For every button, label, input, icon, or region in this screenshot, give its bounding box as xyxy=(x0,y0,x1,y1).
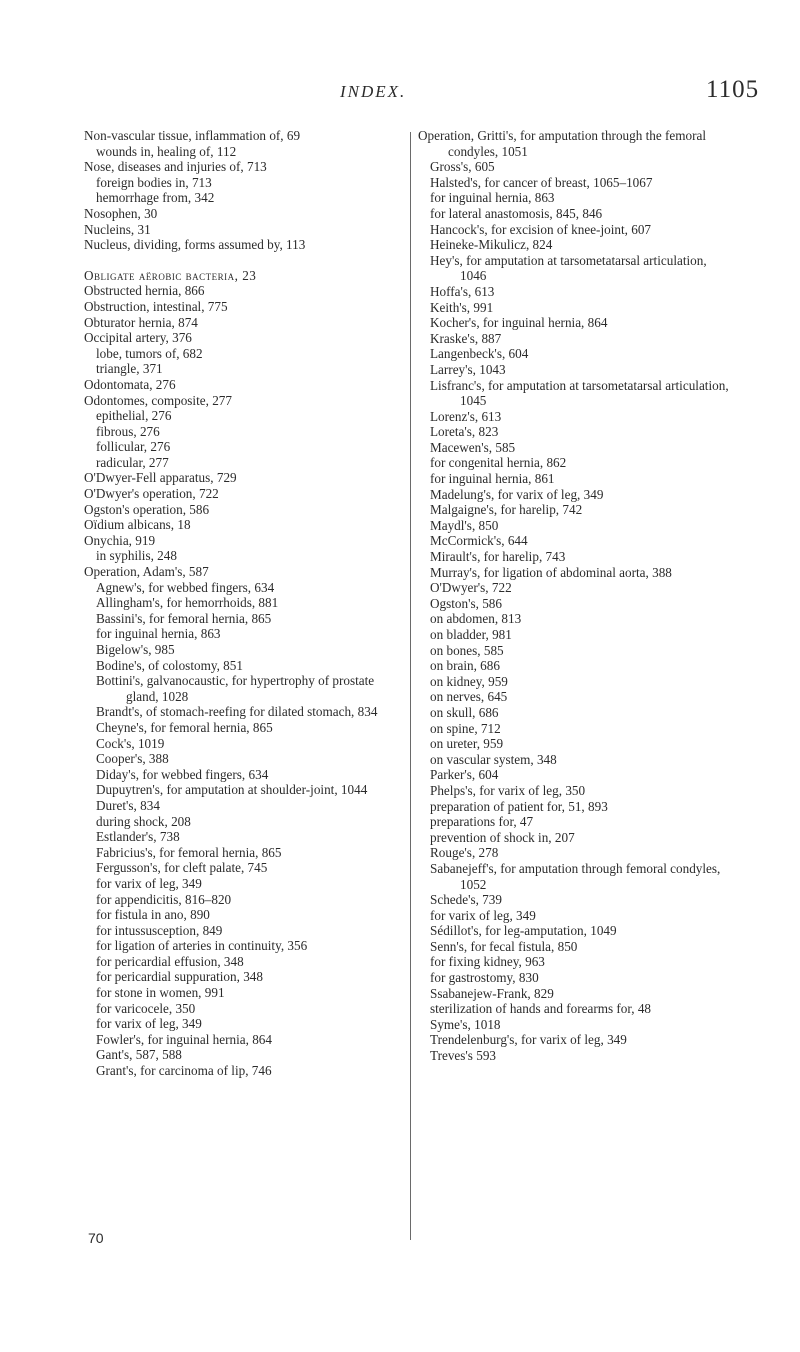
index-entry: Occipital artery, 376 xyxy=(84,330,192,346)
index-subentry: Cheyne's, for femoral hernia, 865 xyxy=(96,719,273,735)
index-subentry: Sabanejeff's, for amputation through femoral condyles, 1052 xyxy=(430,860,721,892)
index-subentry: Brandt's, of stomach-reefing for dilated stomach, 834 xyxy=(96,704,378,720)
index-subentry: Fergusson's, for cleft palate, 745 xyxy=(96,860,268,876)
index-entry: Obstructed hernia, 866 xyxy=(84,283,205,299)
index-subentry: on vascular system, 348 xyxy=(430,751,557,767)
index-subentry: Madelung's, for varix of leg, 349 xyxy=(430,486,604,502)
index-subentry: Lisfranc's, for amputation at tarsometatarsal articulation, 1045 xyxy=(430,377,729,409)
index-subentry: for stone in women, 991 xyxy=(96,985,225,1001)
index-subentry: during shock, 208 xyxy=(96,813,191,829)
index-subentry: preparation of patient for, 51, 893 xyxy=(430,798,608,814)
section-gap xyxy=(84,253,404,268)
index-subentry: for varix of leg, 349 xyxy=(96,875,202,891)
index-subentry: Maydl's, 850 xyxy=(430,517,499,533)
index-subentry: Bigelow's, 985 xyxy=(96,642,175,657)
index-subentry: for lateral anastomosis, 845, 846 xyxy=(430,205,603,221)
index-subentry: Grant's, for carcinoma of lip, 746 xyxy=(96,1063,272,1079)
index-entry: Ogston's operation, 586 xyxy=(84,501,210,517)
index-subentry: Mirault's, for harelip, 743 xyxy=(430,549,566,565)
index-subentry: on bones, 585 xyxy=(430,642,504,658)
index-subentry: foreign bodies in, 713 xyxy=(96,174,212,190)
index-entry: Odontomata, 276 xyxy=(84,376,176,392)
index-subentry: Lorenz's, 613 xyxy=(430,408,502,424)
index-subentry: for varicocele, 350 xyxy=(96,1000,196,1016)
index-subentry: for fixing kidney, 963 xyxy=(430,954,545,970)
index-subentry: Fabricius's, for femoral hernia, 865 xyxy=(96,844,282,860)
index-entry: Nucleins, 31 xyxy=(84,221,151,237)
index-subentry: O'Dwyer's, 722 xyxy=(430,580,512,596)
index-subentry: Langenbeck's, 604 xyxy=(430,346,529,362)
index-subentry: Hancock's, for excision of knee-joint, 607 xyxy=(430,221,652,237)
index-subentry: lobe, tumors of, 682 xyxy=(96,345,203,361)
index-subentry: for inguinal hernia, 863 xyxy=(96,626,221,642)
index-subentry: for intussusception, 849 xyxy=(96,922,223,938)
index-subentry: Estlander's, 738 xyxy=(96,829,180,845)
index-entry: Obturator hernia, 874 xyxy=(84,314,198,330)
index-subentry: for inguinal hernia, 863 xyxy=(430,190,555,206)
index-subentry: sterilization of hands and forearms for, 48 xyxy=(430,1001,652,1017)
index-subentry: Duret's, 834 xyxy=(96,797,160,813)
footer-mark: 70 xyxy=(88,1230,104,1246)
index-subentry: for inguinal hernia, 861 xyxy=(430,471,555,487)
index-entry: Operation, Adam's, 587 xyxy=(84,564,209,580)
index-subentry: preparations for, 47 xyxy=(430,814,534,830)
index-subentry: epithelial, 276 xyxy=(96,408,172,424)
index-subentry: Sédillot's, for leg-amputation, 1049 xyxy=(430,923,617,939)
index-subentry: on brain, 686 xyxy=(430,658,500,674)
index-column-left xyxy=(84,128,404,1079)
index-entry: O'Dwyer's operation, 722 xyxy=(84,486,219,502)
index-entry: Odontomes, composite, 277 xyxy=(84,392,232,408)
index-entry: Onychia, 919 xyxy=(84,532,156,548)
index-subentry: McCormick's, 644 xyxy=(430,533,528,549)
page-header xyxy=(0,76,800,122)
index-subentry: hemorrhage from, 342 xyxy=(96,190,215,206)
index-subentry: follicular, 276 xyxy=(96,439,171,455)
index-subentry: radicular, 277 xyxy=(96,454,169,470)
index-subentry: on abdomen, 813 xyxy=(430,611,522,627)
index-subentry: Gant's, 587, 588 xyxy=(96,1047,182,1063)
index-subentry: Cock's, 1019 xyxy=(96,735,165,751)
page-number: 1105 xyxy=(706,76,760,103)
index-entry: Obstruction, intestinal, 775 xyxy=(84,298,228,314)
index-subentry: in syphilis, 248 xyxy=(96,548,177,564)
index-subentry: for pericardial effusion, 348 xyxy=(96,953,244,969)
index-subentry: Schede's, 739 xyxy=(430,892,502,908)
index-entry: O'Dwyer-Fell apparatus, 729 xyxy=(84,470,237,486)
index-subentry: Diday's, for webbed fingers, 634 xyxy=(96,766,269,782)
index-entry: Operation, Gritti's, for amputation through the femoral condyles, 1051 xyxy=(418,128,707,159)
index-subentry: Trendelenburg's, for varix of leg, 349 xyxy=(430,1032,627,1048)
index-entry: Oïdium albicans, 18 xyxy=(84,517,191,533)
index-subentry: on spine, 712 xyxy=(430,720,501,736)
index-subentry: Kraske's, 887 xyxy=(430,330,502,346)
index-subentry: triangle, 371 xyxy=(96,361,163,377)
index-subentry: Dupuytren's, for amputation at shoulder-joint, 1044 xyxy=(96,782,368,798)
index-subentry: on ureter, 959 xyxy=(430,736,504,752)
running-title: INDEX. xyxy=(340,82,407,101)
index-subentry: for fistula in ano, 890 xyxy=(96,907,210,923)
index-subentry: Gross's, 605 xyxy=(430,159,495,175)
index-entry: Non-vascular tissue, inflammation of, 69 xyxy=(84,128,301,143)
index-subentry: Ssabanejew-Frank, 829 xyxy=(430,985,554,1001)
index-subentry: for pericardial suppuration, 348 xyxy=(96,969,263,985)
index-subentry: Keith's, 991 xyxy=(430,299,494,315)
index-subentry: for appendicitis, 816–820 xyxy=(96,891,232,907)
index-subentry: Fowler's, for inguinal hernia, 864 xyxy=(96,1031,272,1047)
index-subentry: Allingham's, for hemorrhoids, 881 xyxy=(96,595,279,611)
index-subentry: Kocher's, for inguinal hernia, 864 xyxy=(430,315,608,331)
index-entry: Nose, diseases and injuries of, 713 xyxy=(84,159,267,175)
index-subentry: Rouge's, 278 xyxy=(430,845,499,861)
index-subentry: Phelps's, for varix of leg, 350 xyxy=(430,782,586,798)
index-subentry: Hey's, for amputation at tarsometatarsal articulation, 1046 xyxy=(430,252,707,284)
index-subentry: Parker's, 604 xyxy=(430,767,499,783)
index-subentry: Hoffa's, 613 xyxy=(430,283,495,299)
index-entry: Obligate aërobic bacteria, 23 xyxy=(84,267,257,283)
index-subentry: on nerves, 645 xyxy=(430,689,508,705)
index-subentry: for ligation of arteries in continuity, 356 xyxy=(96,938,308,954)
index-subentry: Cooper's, 388 xyxy=(96,751,169,767)
index-subentry: Malgaigne's, for harelip, 742 xyxy=(430,502,583,518)
index-subentry: Agnew's, for webbed fingers, 634 xyxy=(96,579,275,595)
index-subentry: Macewen's, 585 xyxy=(430,439,516,455)
index-subentry: Ogston's, 586 xyxy=(430,595,502,611)
index-subentry: Halsted's, for cancer of breast, 1065–1067 xyxy=(430,174,653,190)
index-subentry: on kidney, 959 xyxy=(430,673,508,689)
index-subentry: prevention of shock in, 207 xyxy=(430,829,575,845)
index-subentry: fibrous, 276 xyxy=(96,423,160,439)
index-subentry: Treves's 593 xyxy=(430,1048,497,1064)
index-subentry: Larrey's, 1043 xyxy=(430,361,506,377)
index-subentry: Heineke-Mikulicz, 824 xyxy=(430,237,553,253)
index-entry: Nucleus, dividing, forms assumed by, 113 xyxy=(84,237,306,253)
index-subentry: Murray's, for ligation of abdominal aorta, 388 xyxy=(430,564,672,580)
index-subentry: Syme's, 1018 xyxy=(430,1016,501,1032)
index-subentry: Bodine's, of colostomy, 851 xyxy=(96,657,243,673)
index-column-right xyxy=(418,128,736,1064)
index-subentry: Bassini's, for femoral hernia, 865 xyxy=(96,610,272,626)
index-subentry: for congenital hernia, 862 xyxy=(430,455,567,471)
index-subentry: for varix of leg, 349 xyxy=(430,907,536,923)
index-entry: Nosophen, 30 xyxy=(84,205,158,221)
index-subentry: on bladder, 981 xyxy=(430,627,512,642)
index-subentry: Senn's, for fecal fistula, 850 xyxy=(430,938,578,954)
index-subentry: wounds in, healing of, 112 xyxy=(96,143,237,159)
column-divider xyxy=(410,132,411,1240)
index-subentry: on skull, 686 xyxy=(430,704,499,720)
index-subentry: for gastrostomy, 830 xyxy=(430,970,539,986)
index-subentry: Loreta's, 823 xyxy=(430,424,499,440)
index-subentry: for varix of leg, 349 xyxy=(96,1016,202,1032)
index-subentry: Bottini's, galvanocaustic, for hypertrophy of prostate gland, 1028 xyxy=(96,673,375,704)
